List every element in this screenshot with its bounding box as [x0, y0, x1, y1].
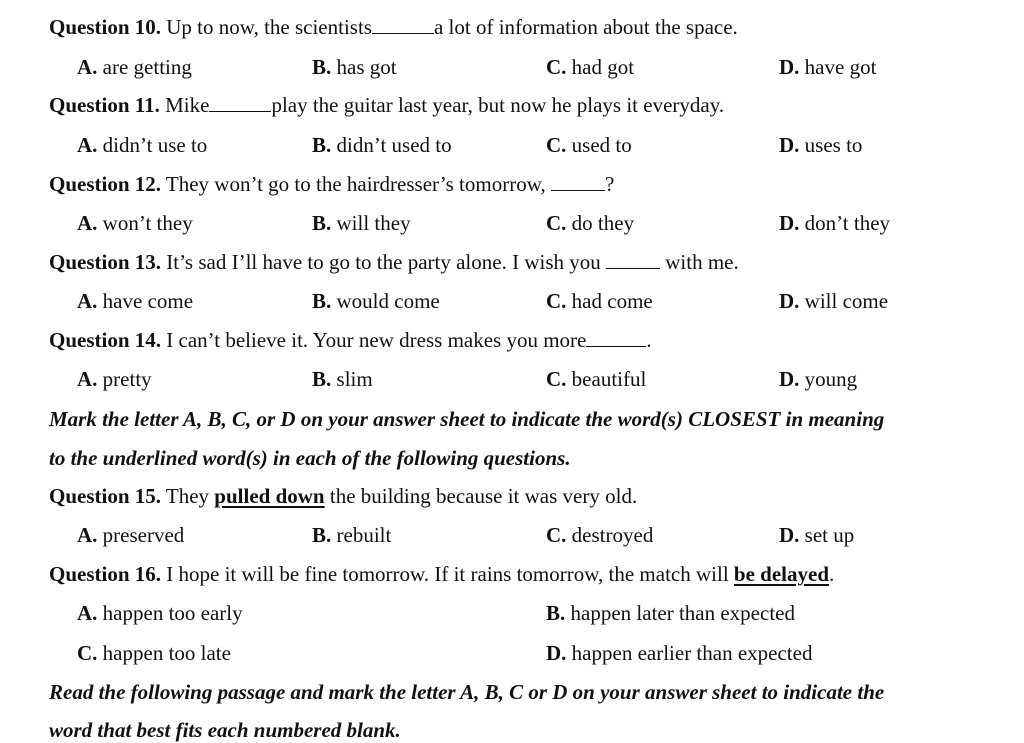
answer-blank — [372, 32, 434, 34]
question-11 — [49, 92, 724, 118]
option-b: B. rebuilt — [312, 523, 392, 547]
underlined-phrase: be delayed — [733, 562, 830, 586]
option-a: A. have come — [77, 289, 194, 313]
option-b: B. didn’t used to — [312, 133, 452, 157]
question-text: I can’t believe it. Your new dress makes you more — [166, 328, 587, 352]
option-b: B. would come — [312, 289, 440, 313]
option-d: D. young — [779, 367, 858, 391]
answer-blank — [551, 189, 605, 191]
passage-instruction-line-2: word that best fits each numbered blank. — [49, 718, 401, 742]
question-label: Question 13. — [49, 250, 162, 274]
passage-instruction-line-1: Read the following passage and mark the letter A, B, C or D on your answer sheet to indicate the — [49, 680, 885, 704]
option-d: D. don’t they — [779, 211, 891, 235]
question-16 — [49, 561, 834, 587]
option-b: B. happen later than expected — [546, 601, 795, 625]
question-label: Question 15. — [49, 484, 162, 508]
question-text: . — [646, 328, 652, 352]
question-14 — [49, 327, 652, 353]
instruction-line-2: to the underlined word(s) in each of the following questions. — [49, 446, 571, 470]
question-text: They — [165, 484, 210, 508]
underlined-phrase: pulled down — [214, 484, 325, 508]
option-c: C. had got — [546, 55, 635, 79]
option-d: D. have got — [779, 55, 877, 79]
question-label: Question 10. — [49, 15, 162, 39]
question-12 — [49, 171, 614, 197]
option-d: D. happen earlier than expected — [546, 641, 813, 665]
question-text: Up to now, the scientists — [166, 15, 372, 39]
question-label: Question 12. — [49, 172, 162, 196]
question-label: Question 11. — [49, 93, 160, 117]
instruction-line-1: Mark the letter A, B, C, or D on your answer sheet to indicate the word(s) CLOSEST in meaning — [49, 407, 885, 431]
option-d: D. uses to — [779, 133, 863, 157]
option-d: D. set up — [779, 523, 855, 547]
question-text: It’s sad I’ll have to go to the party alone. I wish you — [166, 250, 601, 274]
question-13 — [49, 249, 739, 275]
option-a: A. are getting — [77, 55, 192, 79]
question-label: Question 14. — [49, 328, 162, 352]
question-15 — [49, 483, 637, 509]
option-a: A. didn’t use to — [77, 133, 208, 157]
option-c: C. beautiful — [546, 367, 647, 391]
option-c: C. destroyed — [546, 523, 654, 547]
option-c: C. happen too late — [77, 641, 231, 665]
question-label: Question 16. — [49, 562, 162, 586]
option-d: D. will come — [779, 289, 889, 313]
question-text: with me. — [665, 250, 739, 274]
question-text: a lot of information about the space. — [433, 15, 738, 39]
option-a: A. happen too early — [77, 601, 243, 625]
answer-blank — [586, 345, 646, 347]
answer-blank — [209, 110, 271, 112]
question-text: play the guitar last year, but now he plays it everyday. — [271, 93, 725, 117]
option-b: B. has got — [312, 55, 397, 79]
question-text: ? — [605, 172, 615, 196]
question-text: the building because it was very old. — [329, 484, 638, 508]
option-a: A. preserved — [77, 523, 185, 547]
option-c: C. do they — [546, 211, 635, 235]
question-text: . — [829, 562, 835, 586]
option-c: C. used to — [546, 133, 632, 157]
answer-blank — [606, 267, 660, 269]
option-a: A. pretty — [77, 367, 152, 391]
question-text: Mike — [165, 93, 210, 117]
question-text: I hope it will be fine tomorrow. If it rains tomorrow, the match will — [166, 562, 729, 586]
option-c: C. had come — [546, 289, 653, 313]
option-a: A. won’t they — [77, 211, 193, 235]
question-text: They won’t go to the hairdresser’s tomorrow, — [165, 172, 546, 196]
option-b: B. will they — [312, 211, 411, 235]
option-b: B. slim — [312, 367, 373, 391]
question-10 — [49, 14, 738, 40]
